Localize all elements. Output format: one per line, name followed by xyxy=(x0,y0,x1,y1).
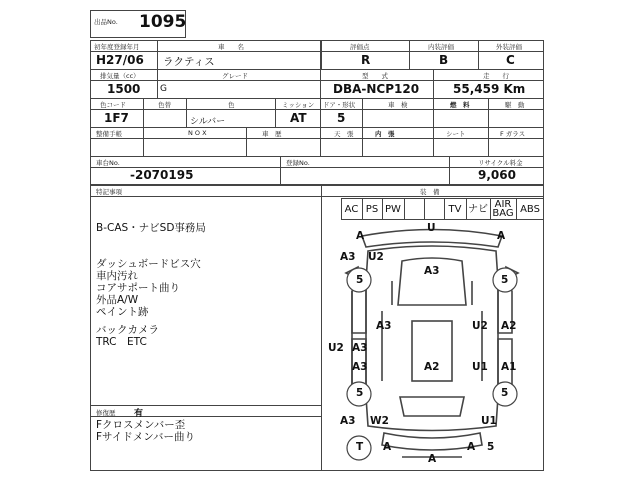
note-line: ダッシュボードビス穴 xyxy=(96,258,201,270)
lot-number: 1095 xyxy=(139,12,187,32)
car-name: ラクティス xyxy=(163,56,215,68)
equip-ac: AC xyxy=(344,204,359,215)
equip-airbag: AIR BAG xyxy=(492,199,514,219)
damage-mark: A3 xyxy=(340,251,356,263)
damage-mark: A xyxy=(356,230,365,242)
damage-mark: A xyxy=(497,230,506,242)
note-line: 車内汚れ xyxy=(96,270,138,282)
damage-mark: A xyxy=(383,441,392,453)
damage-mark: A xyxy=(467,441,476,453)
history-label: 車 歴 xyxy=(262,130,282,138)
grade: G xyxy=(160,84,167,94)
damage-mark: 5 xyxy=(501,387,509,399)
damage-mark: A2 xyxy=(424,361,440,373)
damage-mark: A xyxy=(428,453,437,465)
damage-mark: 5 xyxy=(501,274,509,286)
nox-label: N O X xyxy=(188,129,207,137)
inspection-label: 車 検 xyxy=(388,101,408,109)
recycle-label: リサイクル料金 xyxy=(478,159,523,167)
mission-label: ミッション xyxy=(282,101,315,109)
color-change-label: 色替 xyxy=(158,101,171,109)
repair-line: Fサイドメンバー曲り xyxy=(96,431,195,443)
seat-label: シート xyxy=(446,130,466,138)
model-label: 型 式 xyxy=(362,72,388,80)
equip-navi: ナビ xyxy=(468,204,488,215)
mileage-label: 走 行 xyxy=(483,72,509,80)
mission: AT xyxy=(290,111,307,125)
lot-label: 出品No. xyxy=(94,18,118,26)
recycle-fee: 9,060 xyxy=(478,168,516,182)
color-code-label: 色コード xyxy=(100,101,126,109)
sunroof-label: 天 張 xyxy=(334,130,354,138)
damage-mark: 5 xyxy=(487,441,495,453)
equipment-label: 装 備 xyxy=(420,188,440,196)
mileage: 55,459 Km xyxy=(453,82,526,96)
displacement-label: 排気量（cc） xyxy=(100,72,140,80)
damage-mark: A3 xyxy=(340,415,356,427)
year-label: 初年度登録年月 xyxy=(94,43,140,51)
grade-label: グレード xyxy=(222,72,248,80)
repair-label: 修復歴 xyxy=(96,409,116,417)
note-line: ペイント跡 xyxy=(96,306,149,318)
fglass-label: F ガラス xyxy=(500,130,526,138)
damage-mark: A3 xyxy=(376,320,392,332)
score-label: 評価点 xyxy=(350,43,370,51)
evaluation-score: R xyxy=(361,53,371,67)
damage-mark: A3 xyxy=(352,342,368,354)
damage-mark: U1 xyxy=(472,361,488,373)
damage-mark: W2 xyxy=(370,415,389,427)
chassis-number: -2070195 xyxy=(130,168,194,182)
color: シルバー xyxy=(190,117,226,127)
model-code: DBA-NCP120 xyxy=(333,82,420,96)
notes-label: 特記事項 xyxy=(96,188,122,196)
damage-mark: 5 xyxy=(356,387,364,399)
damage-mark: 5 xyxy=(356,274,364,286)
damage-mark: T xyxy=(356,441,364,453)
manual-label: 整備手帳 xyxy=(96,130,122,138)
damage-mark: A2 xyxy=(501,320,517,332)
repair-value: 有 xyxy=(134,409,144,419)
color-code: 1F7 xyxy=(104,111,129,125)
registration-label: 登録No. xyxy=(286,159,310,167)
damage-mark: A3 xyxy=(352,361,368,373)
interior-grade: B xyxy=(439,53,449,67)
note-line: 外品A/W xyxy=(96,294,139,306)
color-label: 色 xyxy=(228,101,235,109)
doors-label: ドア・形状 xyxy=(323,101,356,109)
note-line: コアサポート曲り xyxy=(96,282,180,294)
doors: 5 xyxy=(337,111,346,125)
note-line: B-CAS・ナビSD事務局 xyxy=(96,222,206,234)
equip-tv: TV xyxy=(448,204,462,215)
interior-label: 内装評価 xyxy=(428,43,454,51)
equip-abs: ABS xyxy=(520,204,540,215)
equip-pw: PW xyxy=(385,204,401,215)
damage-mark: U xyxy=(427,222,436,234)
note-line: バックカメラ xyxy=(96,324,159,336)
damage-mark: A1 xyxy=(501,361,517,373)
damage-mark: U2 xyxy=(472,320,488,332)
damage-mark: U2 xyxy=(368,251,384,263)
exterior-grade: C xyxy=(506,53,515,67)
exterior-label: 外装評価 xyxy=(496,43,522,51)
drive-label: 駆 動 xyxy=(505,101,525,109)
repair-line: Fクロスメンバー歪 xyxy=(96,419,186,431)
chassis-label: 車台No. xyxy=(96,159,120,167)
first-registration-year: H27/06 xyxy=(96,53,144,67)
damage-mark: U2 xyxy=(328,342,344,354)
fuel-label: 燃 料 xyxy=(450,101,470,109)
equip-ps: PS xyxy=(365,204,379,215)
damage-mark: A3 xyxy=(424,265,440,277)
damage-mark: U1 xyxy=(481,415,497,427)
header-grid xyxy=(90,40,544,185)
interior-trim-label: 内 張 xyxy=(375,130,395,138)
car-name-label: 車 名 xyxy=(218,43,244,51)
displacement: 1500 xyxy=(107,82,141,96)
note-line: TRC ETC xyxy=(96,336,147,348)
